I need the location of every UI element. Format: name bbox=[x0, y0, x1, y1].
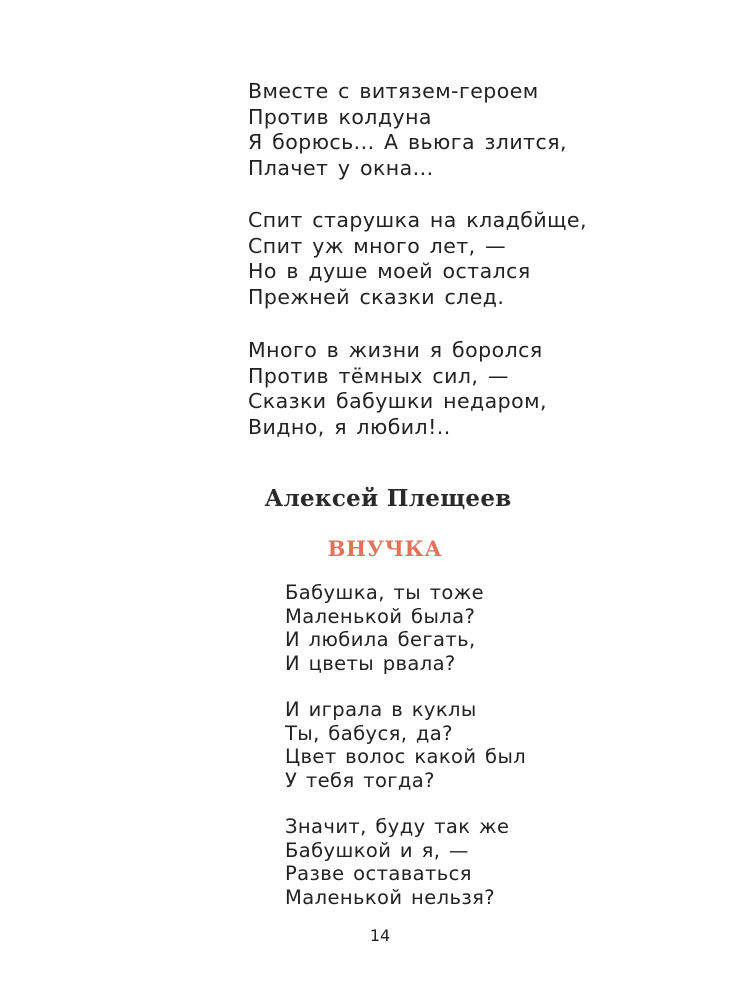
poem-line: Значит, буду так же bbox=[285, 815, 510, 838]
poem-line: Бабушкой и я, — bbox=[285, 838, 469, 862]
poem-line: Плачет у окна... bbox=[248, 156, 434, 181]
poem-line: Спит уж много лет, — bbox=[248, 233, 507, 258]
poem-line: Вместе с витязем-героем bbox=[248, 79, 539, 103]
poem-line: Цвет волос какой был bbox=[285, 745, 527, 769]
page-number: 14 bbox=[369, 926, 391, 945]
stanza-6 bbox=[285, 815, 509, 910]
poem-line: И цветы рвала? bbox=[285, 652, 456, 676]
poem-line: Сказки бабушки недаром, bbox=[248, 389, 547, 414]
poem-line: Я борюсь... А вьюга злится, bbox=[248, 130, 567, 155]
poem-line: И любила бегать, bbox=[285, 628, 476, 652]
poem-line: У тебя тогда? bbox=[285, 769, 435, 793]
poem-title: ВНУЧКА bbox=[327, 536, 443, 561]
poem-line: Видно, я любил!.. bbox=[248, 415, 451, 440]
poem-line: Против тёмных сил, — bbox=[248, 363, 509, 388]
poem-author: Алексей Плещеев bbox=[264, 485, 512, 512]
poem-line: Бабушка, ты тоже bbox=[285, 581, 485, 604]
poem-line: Против колдуна bbox=[248, 104, 432, 129]
poem-line: Спит старушка на кладбйще, bbox=[248, 208, 587, 232]
poem-line: Ты, бабуся, да? bbox=[285, 721, 453, 745]
stanza-1 bbox=[248, 79, 567, 182]
stanza-5 bbox=[285, 698, 526, 793]
stanza-3 bbox=[248, 338, 547, 441]
poem-line: Маленькой была? bbox=[285, 604, 476, 628]
poem-line: Но в душе моей остался bbox=[248, 259, 531, 284]
poem-line: Разве оставаться bbox=[285, 862, 472, 886]
poem-line: Маленькой нельзя? bbox=[285, 886, 496, 910]
poem-line: И играла в куклы bbox=[285, 698, 477, 721]
poem-line: Много в жизни я боролся bbox=[248, 338, 543, 362]
poem-line: Прежней сказки след. bbox=[248, 285, 505, 310]
stanza-2 bbox=[248, 208, 587, 311]
stanza-4 bbox=[285, 581, 484, 676]
